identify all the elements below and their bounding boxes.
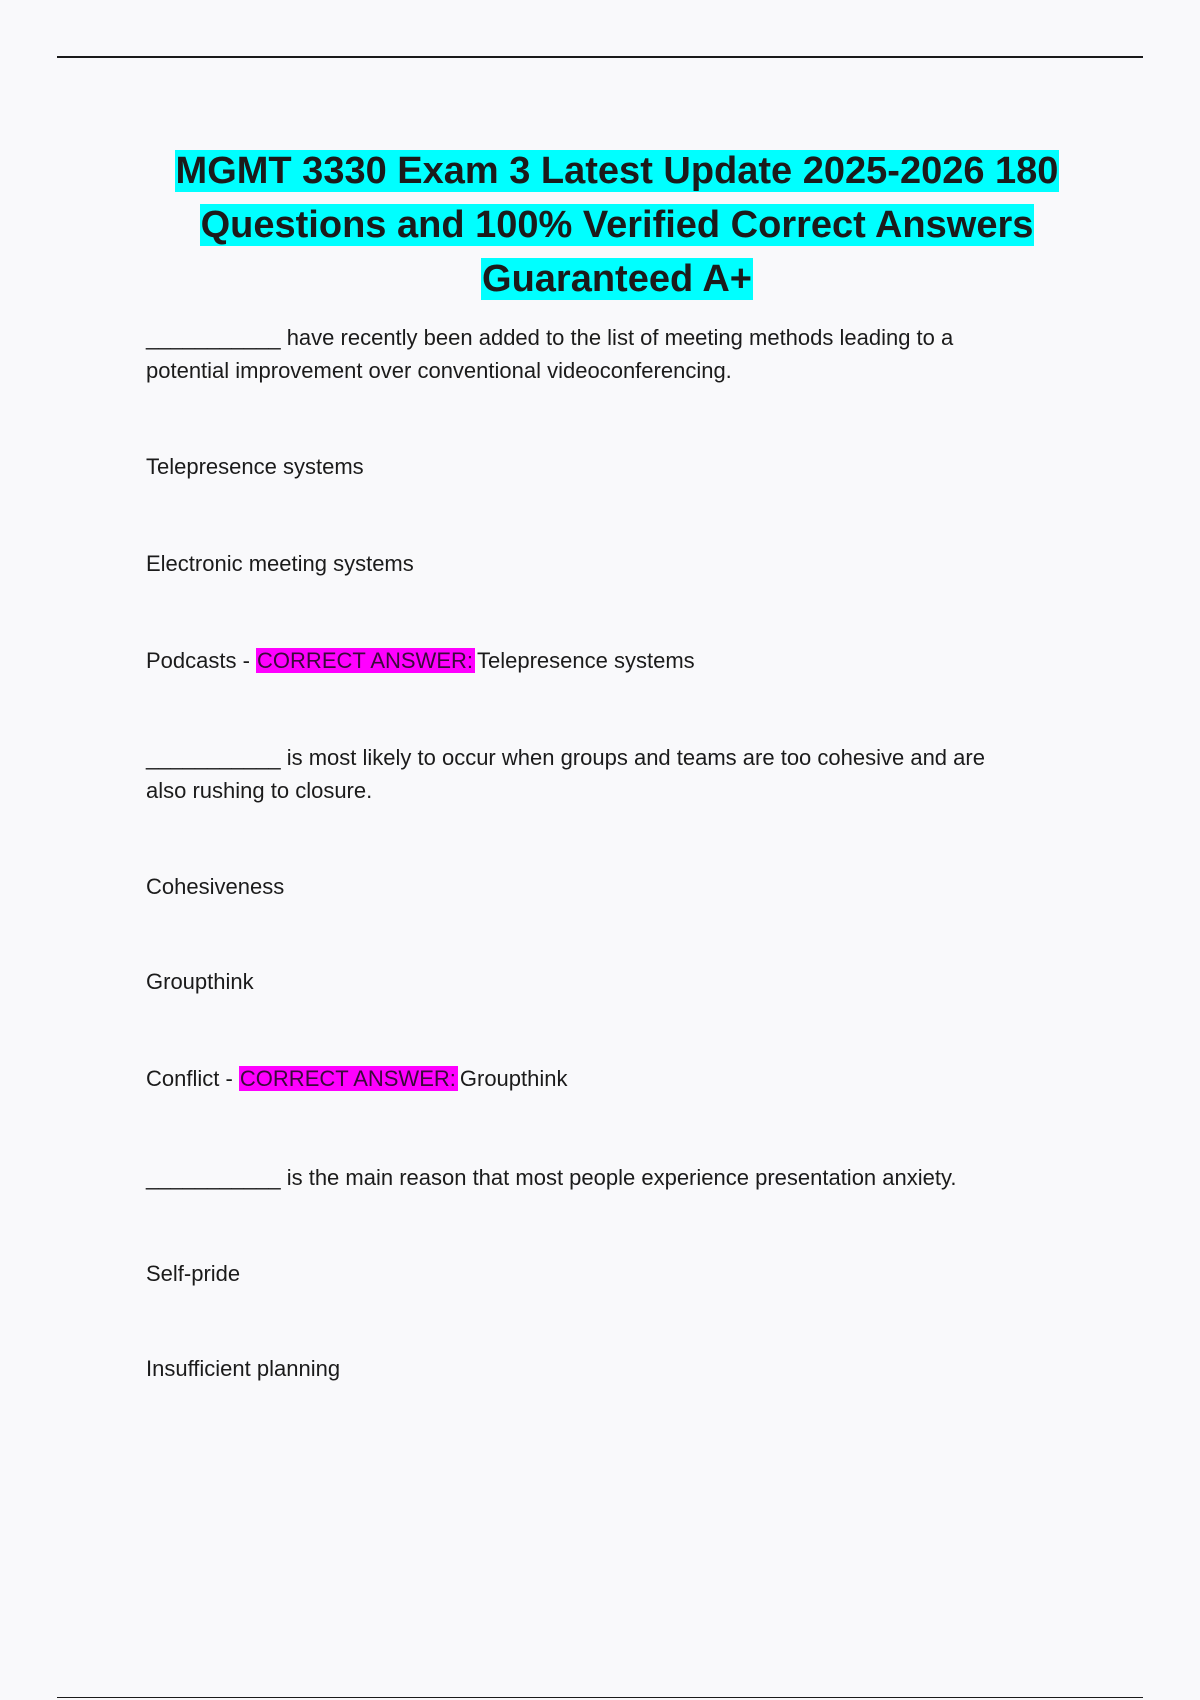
question-2-option-1: Cohesiveness — [146, 874, 285, 899]
question-2-option-3: Conflict - — [146, 1066, 239, 1091]
bottom-rule — [57, 1697, 1143, 1698]
top-rule — [57, 56, 1143, 58]
question-1-option-1: Telepresence systems — [146, 454, 364, 479]
question-3-option-1: Self-pride — [146, 1261, 241, 1286]
question-2-option-2: Groupthink — [146, 969, 254, 994]
question-2-stem-line-2: also rushing to closure. — [146, 778, 373, 803]
question-1-stem-line-2: potential improvement over conventional videoconferencing. — [146, 358, 732, 383]
title-line-1: MGMT 3330 Exam 3 Latest Update 2025-2026 180 — [175, 150, 1059, 192]
question-1-answer-line — [146, 644, 695, 677]
title-line-2: Questions and 100% Verified Correct Answers — [200, 204, 1034, 246]
question-1-stem-line-1: ___________ have recently been added to the list of meeting methods leading to a — [146, 325, 954, 350]
question-1-option-2: Electronic meeting systems — [146, 551, 414, 576]
question-2-stem-line-1: ___________ is most likely to occur when groups and teams are too cohesive and are — [146, 745, 985, 770]
question-2-answer: Groupthink — [459, 1066, 568, 1091]
question-1-option-3: Podcasts - — [146, 648, 257, 673]
question-2-answer-line — [146, 1062, 568, 1095]
document-title — [120, 144, 1114, 306]
question-3-option-2: Insufficient planning — [146, 1356, 341, 1381]
question-3-stem-line-1: ___________ is the main reason that most people experience presentation anxiety. — [146, 1165, 957, 1190]
title-line-3: Guaranteed A+ — [482, 258, 752, 300]
correct-answer-label: CORRECT ANSWER: — [257, 648, 473, 673]
correct-answer-label: CORRECT ANSWER: — [239, 1066, 456, 1091]
question-1-answer: Telepresence systems — [477, 648, 695, 673]
